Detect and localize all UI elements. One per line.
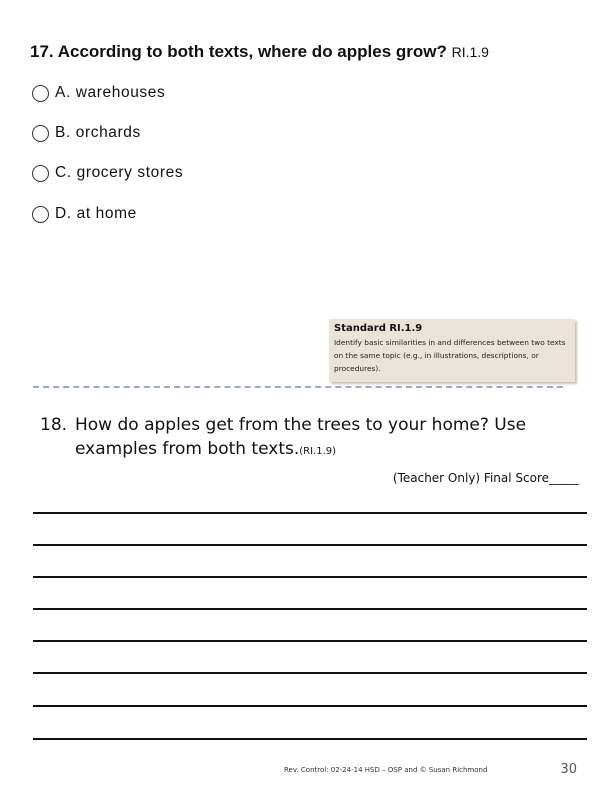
question-17	[30, 42, 489, 62]
option-b-label: B. orchards	[55, 124, 141, 141]
radio-circle-icon[interactable]	[32, 165, 49, 182]
option-d-label: D. at home	[55, 205, 137, 222]
option-c[interactable]	[32, 164, 183, 182]
answer-line[interactable]	[33, 738, 587, 740]
option-a-label: A. warehouses	[55, 84, 166, 101]
answer-line[interactable]	[33, 576, 587, 578]
section-divider	[33, 386, 563, 388]
radio-circle-icon[interactable]	[32, 85, 49, 102]
footer-control: Rev. Control: 02-24-14 HSD – OSP and © Susan Richmond	[284, 766, 488, 774]
page-number: 30	[560, 762, 577, 777]
answer-line[interactable]	[33, 512, 587, 514]
option-a[interactable]	[32, 84, 165, 102]
standard-box-title: Standard RI.1.9	[334, 323, 423, 334]
question-18-text: How do apples get from the trees to your home? Use examples from both texts.	[75, 415, 527, 459]
answer-line[interactable]	[33, 672, 587, 674]
question-18	[40, 413, 580, 464]
teacher-score: (Teacher Only) Final Score_____	[392, 471, 579, 485]
question-17-standard: RI.1.9	[451, 44, 489, 60]
standard-box	[329, 319, 575, 382]
option-c-label: C. grocery stores	[55, 164, 184, 181]
answer-line[interactable]	[33, 705, 587, 707]
radio-circle-icon[interactable]	[32, 125, 49, 142]
answer-line[interactable]	[33, 544, 587, 546]
answer-line[interactable]	[33, 640, 587, 642]
question-18-standard: (RI.1.9)	[299, 446, 337, 457]
radio-circle-icon[interactable]	[32, 206, 49, 223]
option-b[interactable]	[32, 124, 141, 142]
standard-box-description: Identify basic similarities in and differences between two texts on the same topic (e.g., in illustrations, descriptions, or procedures).	[334, 338, 566, 373]
option-d[interactable]	[32, 205, 137, 223]
question-18-number: 18.	[40, 415, 68, 435]
answer-line[interactable]	[33, 608, 587, 610]
question-17-text: 17. According to both texts, where do apples grow?	[30, 42, 447, 61]
